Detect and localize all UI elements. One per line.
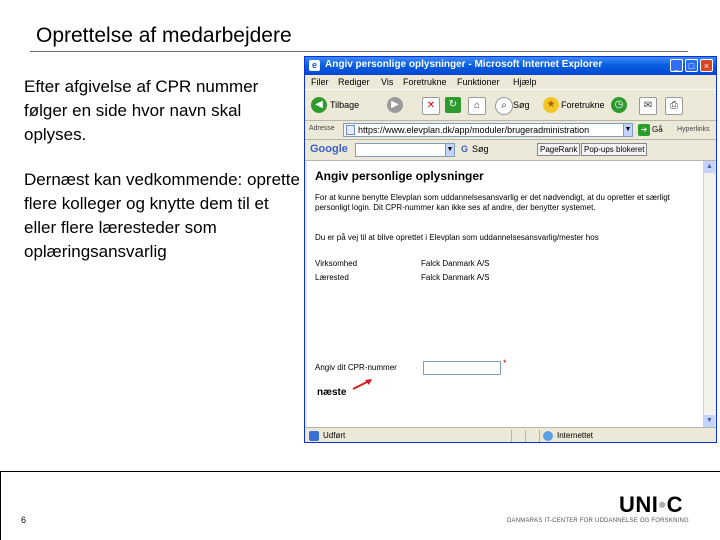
slide-title: Oprettelse af medarbejdere [36,24,292,47]
search-icon[interactable]: ⌕ [495,97,513,115]
footer-left-border [0,471,1,540]
internet-zone-icon [543,431,553,441]
browser-titlebar [305,57,716,75]
address-input[interactable] [343,123,633,137]
minimize-button[interactable]: _ [670,59,683,72]
cpr-input[interactable] [423,361,501,375]
status-divider [511,430,512,442]
site-label: Lærested [315,273,349,282]
favorites-star-icon[interactable]: ★ [543,97,559,113]
page-content [307,161,703,427]
google-g-icon[interactable]: G [461,144,469,154]
pagerank-indicator[interactable]: PageRank [537,143,580,156]
refresh-icon[interactable]: ↻ [445,97,461,113]
status-bar [305,427,716,443]
page-number: 6 [21,515,27,525]
favorites-button-label[interactable]: Foretrukne [561,100,605,110]
body-paragraph-1: Efter afgivelse af CPR nummer følger en side hvor navn skal oplyses. [24,77,259,144]
back-arrow-icon[interactable]: ◀ [311,97,327,113]
status-text: Udført [323,431,346,440]
mail-icon[interactable]: ✉ [639,97,657,115]
address-bar [305,121,716,140]
menu-view[interactable]: Vis [381,77,394,87]
search-button-label[interactable]: Søg [513,100,530,110]
google-toolbar [305,140,716,161]
page-heading: Angiv personlige oplysninger [315,169,484,183]
address-dropdown-icon[interactable]: ▼ [623,123,633,137]
menu-bar [305,75,716,89]
zone-text: Internettet [557,431,594,440]
pointer-arrow-icon [351,377,375,391]
cpr-label: Angiv dit CPR-nummer [315,363,397,372]
scroll-up-icon[interactable]: ▲ [704,161,715,173]
stop-icon[interactable]: ✕ [422,97,440,115]
browser-title: Angiv personlige oplysninger - Microsoft Internet Explorer [325,59,603,70]
menu-file[interactable]: Filer [311,77,329,87]
links-label[interactable]: Hyperlinks [677,126,710,133]
scroll-down-icon[interactable]: ▼ [704,415,715,427]
menu-tools[interactable]: Funktioner [457,77,500,87]
google-dropdown-icon[interactable]: ▼ [445,143,455,157]
status-page-icon [309,431,319,441]
google-logo[interactable]: Google [310,143,348,155]
page-scrollbar[interactable] [703,161,715,427]
popup-blocker-button[interactable]: Pop-ups blokeret [581,143,647,156]
close-button[interactable]: × [700,59,713,72]
forward-arrow-icon[interactable]: ▶ [387,97,403,113]
logo-subtitle: DANMARKS IT-CENTER FOR UDDANNELSE OG FORSKNING [507,518,689,524]
page-icon [346,125,355,135]
go-arrow-icon[interactable]: ➜ [638,124,650,136]
company-value: Falck Danmark A/S [421,259,490,268]
print-icon[interactable]: ⎙ [665,97,683,115]
next-link[interactable]: næste [317,387,347,398]
body-paragraph-2: Dernæst kan vedkommende: oprette flere kolleger og knytte dem til et eller flere læresteder som oplæringsansvarlig [24,170,300,261]
notice-text: Du er på vej til at blive oprettet i Elevplan som uddannelsesansvarlig/mester hos [315,233,599,242]
status-divider [525,430,526,442]
google-search-button[interactable]: Søg [472,144,489,154]
required-marker: * [503,358,507,368]
company-label: Virksomhed [315,259,358,268]
intro-text: For at kunne benytte Elevplan som uddannelsesansvarlig er det nødvendigt, at du opretter et særligt personligt login. Dit CPR-nummer kan ikke ses af andre, der benytter systemet. [315,193,670,212]
go-button-label[interactable]: Gå [652,125,663,134]
back-button-label[interactable]: Tilbage [330,100,360,110]
menu-edit[interactable]: Rediger [338,77,370,87]
footer-divider [0,471,720,472]
browser-toolbar [305,89,716,121]
menu-favorites[interactable]: Foretrukne [403,77,447,87]
status-divider [539,430,540,442]
ie-logo-icon: e [309,60,320,71]
uni-c-logo: UNI•C [619,492,683,517]
google-search-input[interactable] [355,143,455,157]
home-icon[interactable]: ⌂ [468,97,486,115]
browser-window [304,56,717,443]
address-label: Adresse [309,125,335,132]
history-icon[interactable]: ◷ [611,97,627,113]
title-divider [30,51,688,52]
menu-help[interactable]: Hjælp [513,77,537,87]
address-value: https://www.elevplan.dk/app/moduler/brugeradministration [358,125,590,135]
site-value: Falck Danmark A/S [421,273,490,282]
maximize-button[interactable]: □ [685,59,698,72]
